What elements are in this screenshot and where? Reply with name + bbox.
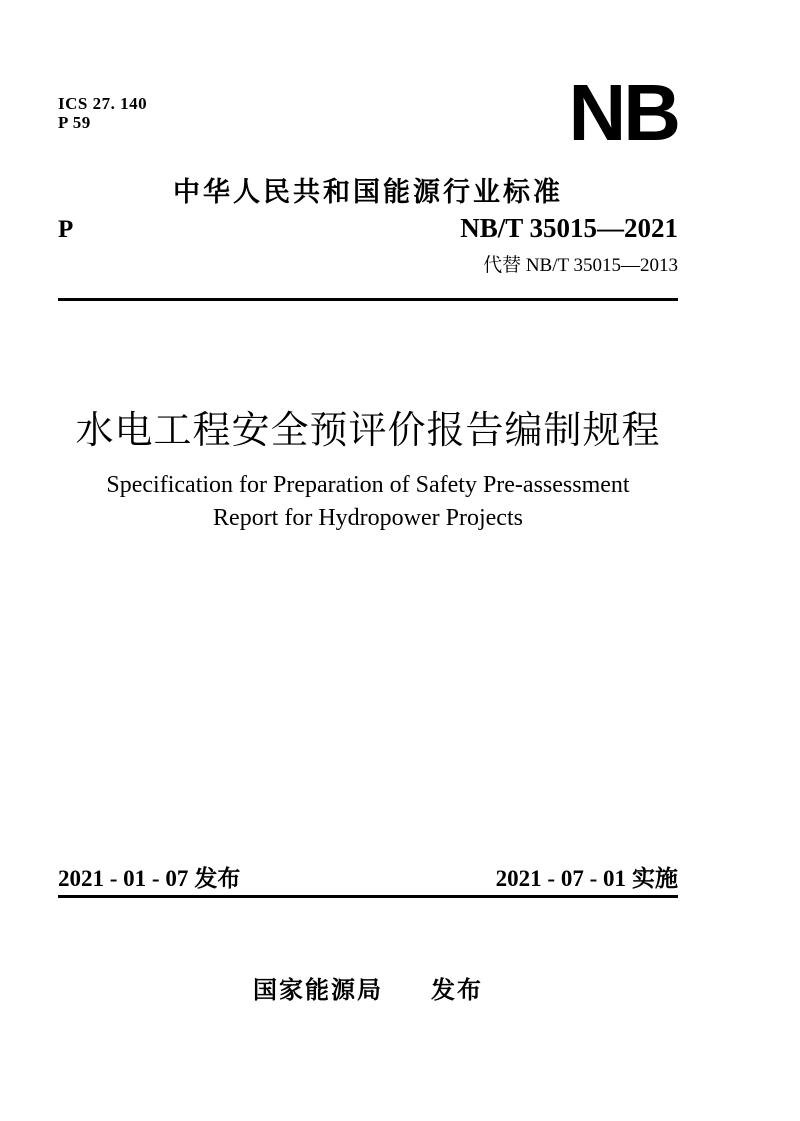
implementation-label: 实施 [632,865,678,891]
document-title-english [58,469,678,535]
margin-letter: P [58,216,74,243]
document-title-english-line2: Report for Hydropower Projects [213,505,523,531]
implementation-date: 2021 - 07 - 01 [495,866,626,891]
publisher-action: 发布 [431,977,483,1004]
implementation-date-block [496,860,678,893]
footer-divider-rule [58,895,678,898]
nb-logo: NB [568,68,678,157]
replaces-note: 代替 NB/T 35015—2013 [483,255,678,276]
issue-date: 2021 - 01 - 07 [58,866,189,891]
document-title-english-line1: Specification for Preparation of Safety Pre-assessment [106,472,630,498]
issue-date-block [58,860,240,893]
standard-number: NB/T 35015—2021 [460,213,678,243]
dates-row [58,860,678,893]
ics-code: ICS 27. 140 [58,94,148,113]
issue-label: 发布 [194,865,241,891]
publisher-row [58,970,678,1005]
publisher-name: 国家能源局 [253,977,383,1004]
document-title-chinese: 水电工程安全预评价报告编制规程 [75,410,661,452]
header-divider-rule [58,298,678,301]
classification-code: P 59 [58,113,91,132]
standard-category-heading: 中华人民共和国能源行业标准 [173,177,563,207]
